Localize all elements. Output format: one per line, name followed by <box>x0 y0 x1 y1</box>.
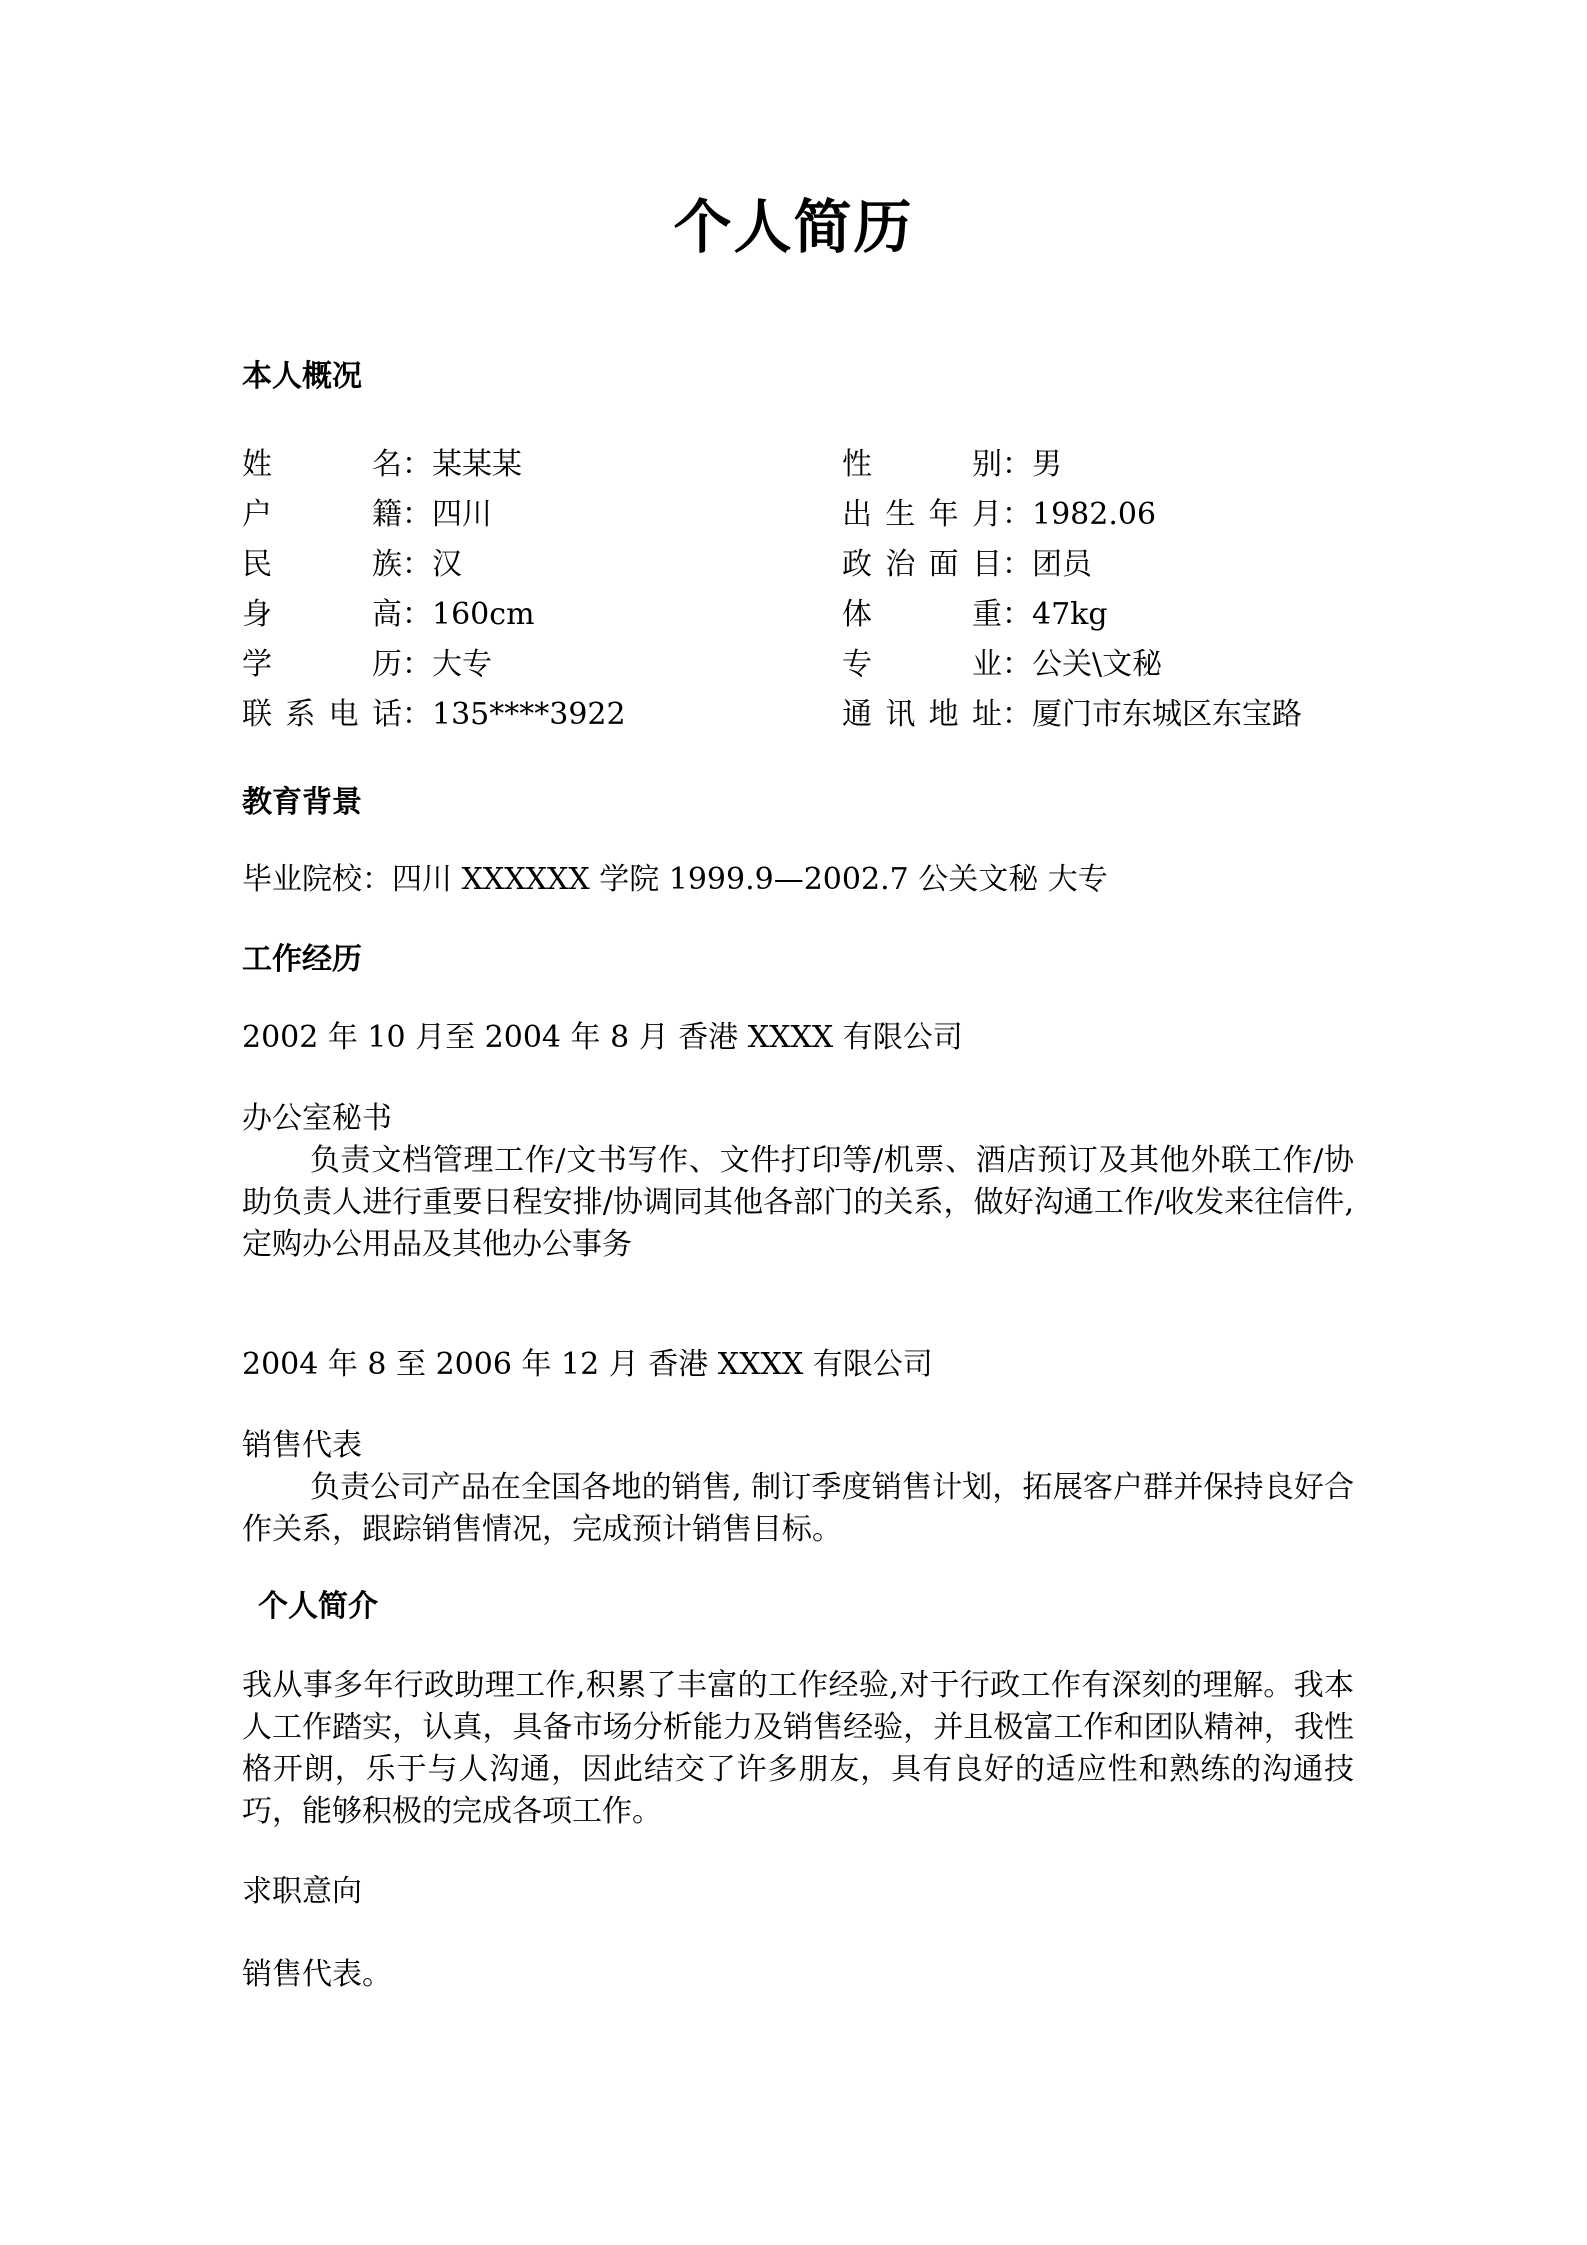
profile-value: 某某某 <box>432 447 522 482</box>
job-period: 2002 年 10 月至 2004 年 8 月 香港 XXXX 有限公司 <box>242 1020 963 1055</box>
section-heading-profile: 本人概况 <box>242 359 362 394</box>
profile-row-weight: 体重：47kg <box>842 594 1108 636</box>
profile-row-phone: 联系电话：135****3922 <box>242 694 626 736</box>
profile-label: 出生年月 <box>842 497 1002 532</box>
profile-label: 性别 <box>842 447 1002 482</box>
job-description: 负责公司产品在全国各地的销售, 制订季度销售计划，拓展客户群并保持良好合作关系，跟踪销售情况，完成预计销售目标。 <box>242 1470 1354 1547</box>
intro-text: 我从事多年行政助理工作,积累了丰富的工作经验,对于行政工作有深刻的理解。我本人工作踏实，认真，具备市场分析能力及销售经验，并且极富工作和团队精神，我性格开朗，乐于与人沟通，因此结交了许多朋友，具有良好的适应性和熟练的沟通技巧，能够积极的完成各项工作。 <box>242 1668 1354 1829</box>
profile-label: 通讯地址 <box>842 697 1002 732</box>
profile-value: 男 <box>1032 447 1062 482</box>
profile-row-political: 政治面目：团员 <box>842 544 1092 586</box>
profile-value: 团员 <box>1032 547 1092 582</box>
page-title: 个人简历 <box>673 193 914 261</box>
profile-label: 体重 <box>842 597 1002 632</box>
job-position: 办公室秘书 <box>242 1101 392 1136</box>
job-period: 2004 年 8 至 2006 年 12 月 香港 XXXX 有限公司 <box>242 1347 933 1382</box>
profile-row-name: 姓名：某某某 <box>242 444 522 486</box>
job-description: 负责文档管理工作/文书写作、文件打印等/机票、酒店预订及其他外联工作/协助负责人进行重要日程安排/协调同其他各部门的关系，做好沟通工作/收发来往信件,定购办公用品及其他办公事务 <box>242 1143 1354 1262</box>
job-position: 销售代表 <box>242 1428 362 1463</box>
profile-row-ethnicity: 民族：汉 <box>242 544 462 586</box>
profile-value: 160cm <box>432 597 535 632</box>
profile-row-birth: 出生年月：1982.06 <box>842 494 1156 536</box>
profile-label: 姓名 <box>242 447 402 482</box>
profile-row-gender: 性别：男 <box>842 444 1062 486</box>
profile-row-education: 学历：大专 <box>242 644 492 686</box>
profile-value: 公关\文秘 <box>1032 647 1163 682</box>
profile-value: 大专 <box>432 647 492 682</box>
profile-value: 汉 <box>432 547 462 582</box>
profile-label: 户籍 <box>242 497 402 532</box>
objective-text: 销售代表。 <box>242 1957 392 1992</box>
profile-label: 专业 <box>842 647 1002 682</box>
profile-row-address: 通讯地址：厦门市东城区东宝路 <box>842 694 1302 736</box>
profile-row-hometown: 户籍：四川 <box>242 494 492 536</box>
education-line: 毕业院校：四川 XXXXXX 学院 1999.9—2002.7 公关文秘 大专 <box>242 862 1108 897</box>
profile-label: 民族 <box>242 547 402 582</box>
profile-label: 政治面目 <box>842 547 1002 582</box>
profile-row-major: 专业：公关\文秘 <box>842 644 1162 686</box>
section-heading-objective: 求职意向 <box>242 1874 362 1909</box>
profile-value: 四川 <box>432 497 492 532</box>
section-heading-work: 工作经历 <box>242 942 362 977</box>
profile-row-height: 身高：160cm <box>242 594 535 636</box>
profile-value: 1982.06 <box>1032 497 1157 532</box>
profile-value: 135****3922 <box>432 697 626 732</box>
profile-value: 厦门市东城区东宝路 <box>1032 697 1302 732</box>
section-heading-intro: 个人简介 <box>258 1589 378 1624</box>
section-heading-education: 教育背景 <box>242 785 362 820</box>
profile-label: 联系电话 <box>242 697 402 732</box>
profile-label: 身高 <box>242 597 402 632</box>
profile-label: 学历 <box>242 647 402 682</box>
profile-value: 47kg <box>1032 597 1108 632</box>
